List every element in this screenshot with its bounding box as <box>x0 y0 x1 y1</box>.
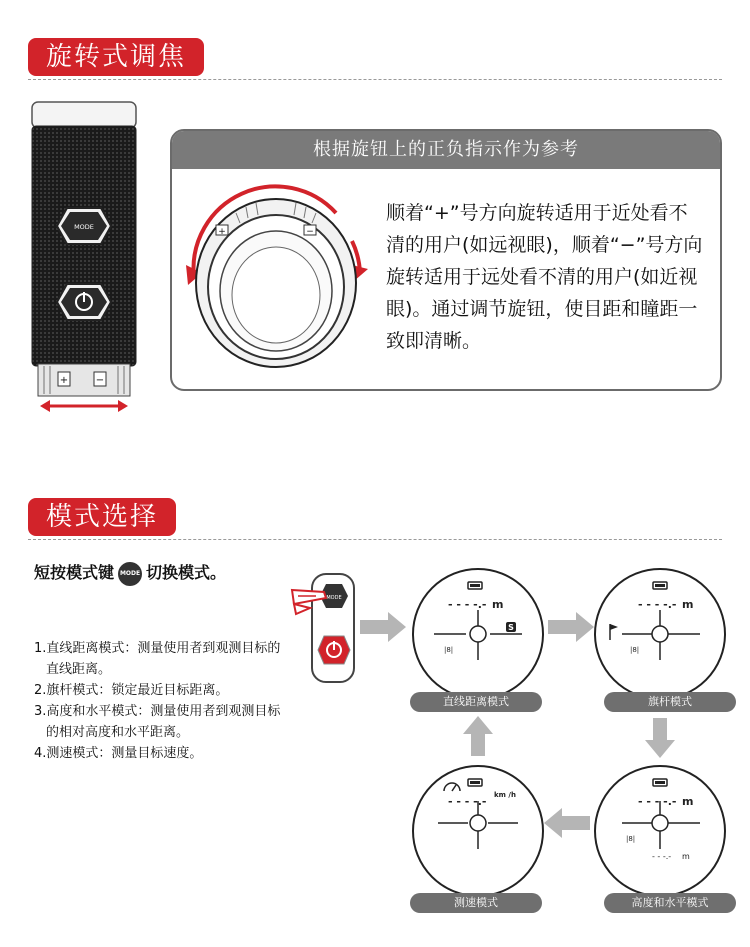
unit-label: m <box>682 598 694 611</box>
unit-label: m <box>682 795 694 808</box>
arrow-up-icon <box>461 716 495 756</box>
unit-label: m <box>492 598 504 611</box>
list-item: 1.直线距离模式：测量使用者到观测目标的直线距离。 <box>34 641 281 677</box>
speed-unit-label: km /h <box>494 791 516 799</box>
section-divider-2 <box>28 539 722 540</box>
arrow-right-icon <box>548 610 594 644</box>
mode-intro <box>34 560 226 586</box>
ring-plus-mark-2: + <box>218 227 226 237</box>
mode-button-label: MODE <box>74 223 94 231</box>
svg-text:|8|: |8| <box>626 835 636 843</box>
mode-description-list <box>34 638 284 764</box>
focus-instruction-panel <box>170 129 722 391</box>
panel-mode-label: MODE <box>326 595 342 601</box>
ring-plus-mark: + <box>59 375 69 386</box>
section-title-focus: 旋转式调焦 <box>28 38 204 76</box>
mode-label-speed: 测速模式 <box>410 893 542 913</box>
scope-view-speed <box>412 765 544 897</box>
arrow-down-icon <box>643 718 677 758</box>
mode-label-flagpole: 旗杆模式 <box>604 692 736 712</box>
list-item: 4.测速模式：测量目标速度。 <box>34 746 203 761</box>
distance-readout: - - - -.- <box>638 598 677 611</box>
stabilize-badge: S <box>508 623 514 632</box>
mode-label-straight: 直线距离模式 <box>410 692 542 712</box>
button-press-illustration <box>290 570 360 685</box>
scope-view-flagpole <box>594 568 726 700</box>
panel-header: 根据旋钮上的正负指示作为参考 <box>172 131 720 169</box>
svg-text:|8|: |8| <box>444 646 454 654</box>
distance-readout: - - - -.- <box>448 598 487 611</box>
focus-description: 顺着“+”号方向旋转适用于近处看不清的用户(如远视眼)，顺着“−”号方向旋转适用于远处看不清的用户(如近视眼)。通过调节旋钮，使目距和瞳距一致即清晰。 <box>386 202 703 352</box>
ring-minus-mark-2: − <box>306 227 314 237</box>
intro-before: 短按模式键 <box>34 563 115 582</box>
rangefinder-device-illustration <box>24 100 144 420</box>
unit-label-2: m <box>682 852 690 861</box>
mode-label-height: 高度和水平模式 <box>604 893 736 913</box>
speed-readout: - - - -.- <box>448 795 487 808</box>
intro-after: 切换模式。 <box>146 563 227 582</box>
scope-view-straight <box>412 568 544 700</box>
list-item: 2.旗杆模式：锁定最近目标距离。 <box>34 683 229 698</box>
arrow-left-icon <box>544 806 590 840</box>
mode-key-icon: MODE <box>118 562 142 586</box>
focus-ring-illustration <box>176 173 376 383</box>
ring-minus-mark: − <box>95 375 105 386</box>
svg-text:|8|: |8| <box>630 646 640 654</box>
distance-readout: - - - -.- <box>638 795 677 808</box>
list-item: 3.高度和水平模式：测量使用者到观测目标的相对高度和水平距离。 <box>34 704 281 740</box>
arrow-right-icon <box>360 610 406 644</box>
section-title-modes: 模式选择 <box>28 498 176 536</box>
scope-view-height <box>594 765 726 897</box>
horizontal-readout: - - -.- <box>652 852 672 861</box>
section-divider <box>28 79 722 80</box>
